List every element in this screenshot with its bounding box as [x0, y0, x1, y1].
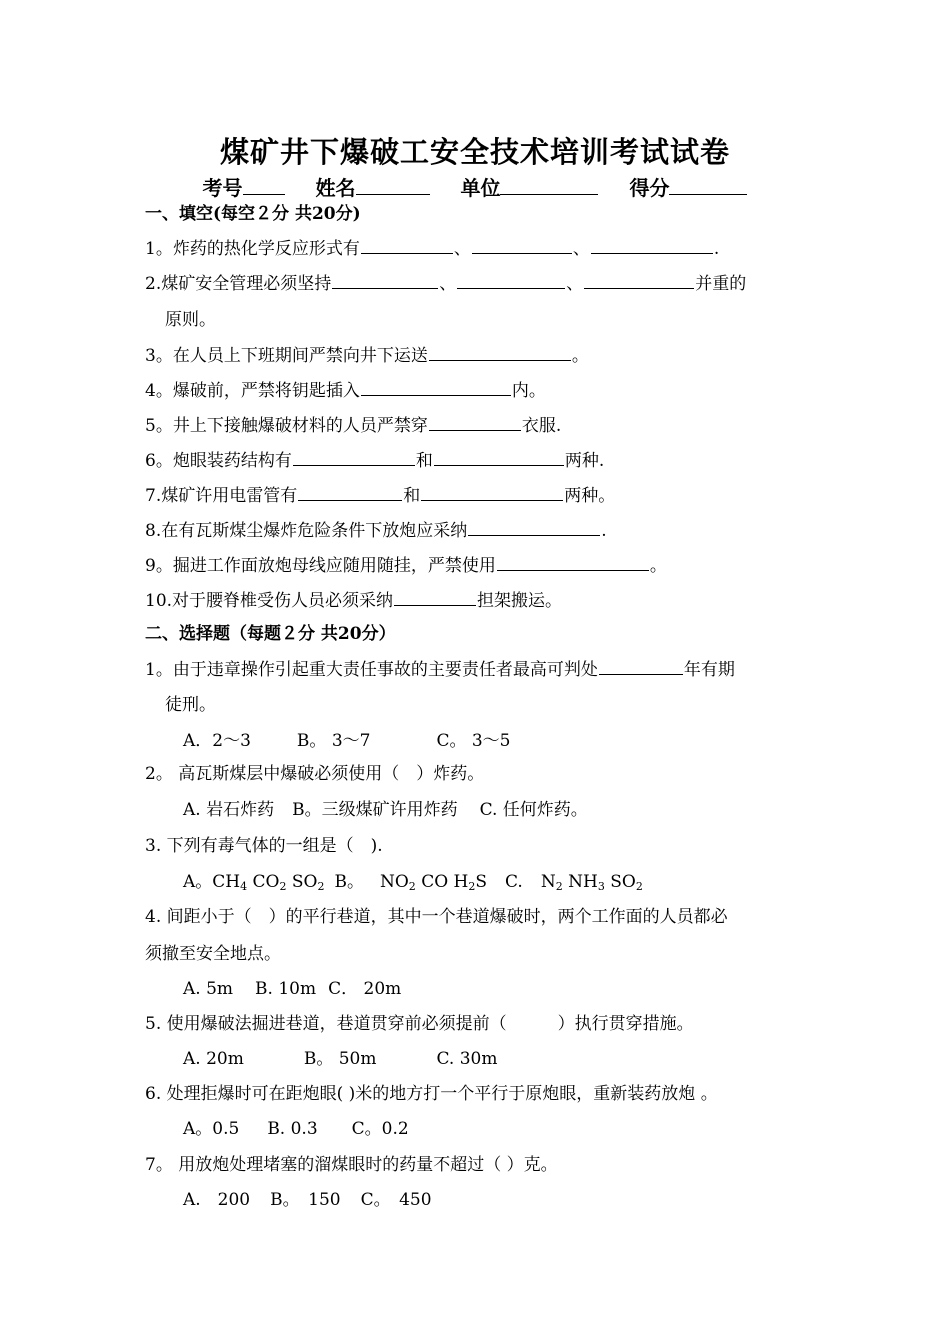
- page-title: 煤矿井下爆破工安全技术培训考试试卷: [219, 135, 730, 169]
- answer-blank[interactable]: [298, 484, 402, 501]
- answer-blank[interactable]: [361, 237, 453, 254]
- option-b[interactable]: B。 50m: [303, 1049, 377, 1069]
- question-2-3-options: [183, 871, 643, 898]
- answer-blank[interactable]: [429, 344, 571, 361]
- score-field[interactable]: 得分: [629, 176, 747, 200]
- option-a[interactable]: A. 200: [183, 1190, 251, 1210]
- answer-blank[interactable]: [599, 658, 683, 675]
- option-c[interactable]: C. 任何炸药。: [479, 800, 588, 820]
- question-2-6-options: [183, 1118, 409, 1140]
- answer-blank[interactable]: [293, 449, 415, 466]
- question-1-9: 9。掘进工作面放炮母线应随用随挂，严禁使用 。: [145, 556, 667, 576]
- question-1-8: 8.在有瓦斯煤尘爆炸危险条件下放炮应采纳 .: [145, 521, 607, 541]
- option-c[interactable]: C。 3～5: [436, 731, 511, 751]
- option-c[interactable]: C． 20m: [328, 979, 402, 999]
- exam-info-row: [0, 172, 950, 201]
- question-1-7: 7.煤矿许用电雷管有 和 两种。: [145, 486, 616, 506]
- option-c[interactable]: C。0.2: [351, 1119, 409, 1139]
- option-a[interactable]: A. 20m: [183, 1049, 244, 1069]
- option-b[interactable]: B. 0.3: [267, 1119, 318, 1139]
- question-2-1-options: [183, 730, 511, 752]
- question-2-2: 2。 高瓦斯煤层中爆破必须使用（ ）炸药。: [145, 764, 485, 784]
- answer-blank[interactable]: [472, 237, 572, 254]
- section2-heading: 二、选择题（每题２分 共20分）: [145, 624, 396, 644]
- answer-blank[interactable]: [332, 272, 438, 289]
- question-1-5: 5。井上下接触爆破材料的人员严禁穿 衣服.: [145, 416, 562, 436]
- answer-blank[interactable]: [421, 484, 563, 501]
- question-2-4-cont: 须撤至安全地点。: [145, 944, 281, 964]
- unit-field[interactable]: 单位: [460, 176, 598, 200]
- question-2-7: 7。 用放炮处理堵塞的溜煤眼时的药量不超过（ ）克。: [145, 1155, 558, 1175]
- question-1-2-cont: 原则。: [165, 310, 216, 330]
- option-b[interactable]: B。 3～7: [296, 731, 371, 751]
- question-1-3: 3。在人员上下班期间严禁向井下运送 。: [145, 346, 589, 366]
- question-1-1: 1。炸药的热化学反应形式有 、 、 .: [145, 239, 720, 259]
- option-c[interactable]: C. $N_2$ $NH_3$ $SO_2$: [505, 872, 643, 893]
- option-c[interactable]: C. 30m: [436, 1049, 498, 1069]
- option-a[interactable]: A．2～3: [183, 731, 251, 751]
- name-field[interactable]: 姓名: [316, 176, 430, 200]
- option-b[interactable]: B。三级煤矿许用炸药: [292, 800, 458, 820]
- question-1-6: 6。炮眼装药结构有 和 两种.: [145, 451, 605, 471]
- option-b[interactable]: B。 150: [270, 1190, 341, 1210]
- option-a[interactable]: A. 5m: [183, 979, 234, 999]
- answer-blank[interactable]: [584, 272, 694, 289]
- question-2-5-options: [183, 1048, 497, 1070]
- exam-number-field[interactable]: 考号: [203, 176, 285, 200]
- question-1-4: 4。爆破前，严禁将钥匙插入 内。: [145, 381, 546, 401]
- answer-blank[interactable]: [468, 519, 600, 536]
- option-b[interactable]: B。 $NO_2$ CO $H_2S$: [334, 872, 488, 893]
- answer-blank[interactable]: [434, 449, 564, 466]
- option-b[interactable]: B. 10m: [255, 979, 317, 999]
- option-a[interactable]: A。0.5: [183, 1119, 240, 1139]
- answer-blank[interactable]: [457, 272, 565, 289]
- question-2-1-cont: 徒刑。: [165, 695, 216, 715]
- option-a[interactable]: A。$CH_4$ $CO_2$ $SO_2$: [183, 872, 325, 893]
- section1-heading: 一、填空(每空２分 共20分): [145, 204, 361, 224]
- question-2-2-options: [183, 799, 588, 821]
- answer-blank[interactable]: [394, 589, 476, 606]
- answer-blank[interactable]: [591, 237, 713, 254]
- question-2-6: 6. 处理拒爆时可在距炮眼( )米的地方打一个平行于原炮眼，重新装药放炮 。: [145, 1084, 718, 1104]
- option-a[interactable]: A. 岩石炸药: [183, 800, 275, 820]
- answer-blank[interactable]: [497, 554, 649, 571]
- question-2-1: 1。由于违章操作引起重大责任事故的主要责任者最高可判处 年有期: [145, 660, 735, 680]
- option-c[interactable]: C。 450: [360, 1190, 432, 1210]
- question-2-5: 5. 使用爆破法掘进巷道，巷道贯穿前必须提前（ ）执行贯穿措施。: [145, 1014, 694, 1034]
- question-2-4: 4. 间距小于（ ）的平行巷道，其中一个巷道爆破时，两个工作面的人员都必: [145, 907, 728, 927]
- question-2-3: 3. 下列有毒气体的一组是（ ).: [145, 836, 383, 856]
- answer-blank[interactable]: [361, 379, 511, 396]
- question-1-10: 10.对于腰脊椎受伤人员必须采纳 担架搬运。: [145, 591, 563, 611]
- question-2-7-options: [183, 1189, 432, 1211]
- question-1-2: 2.煤矿安全管理必须坚持 、 、 并重的: [145, 274, 747, 294]
- answer-blank[interactable]: [429, 414, 521, 431]
- question-2-4-options: [183, 978, 401, 1000]
